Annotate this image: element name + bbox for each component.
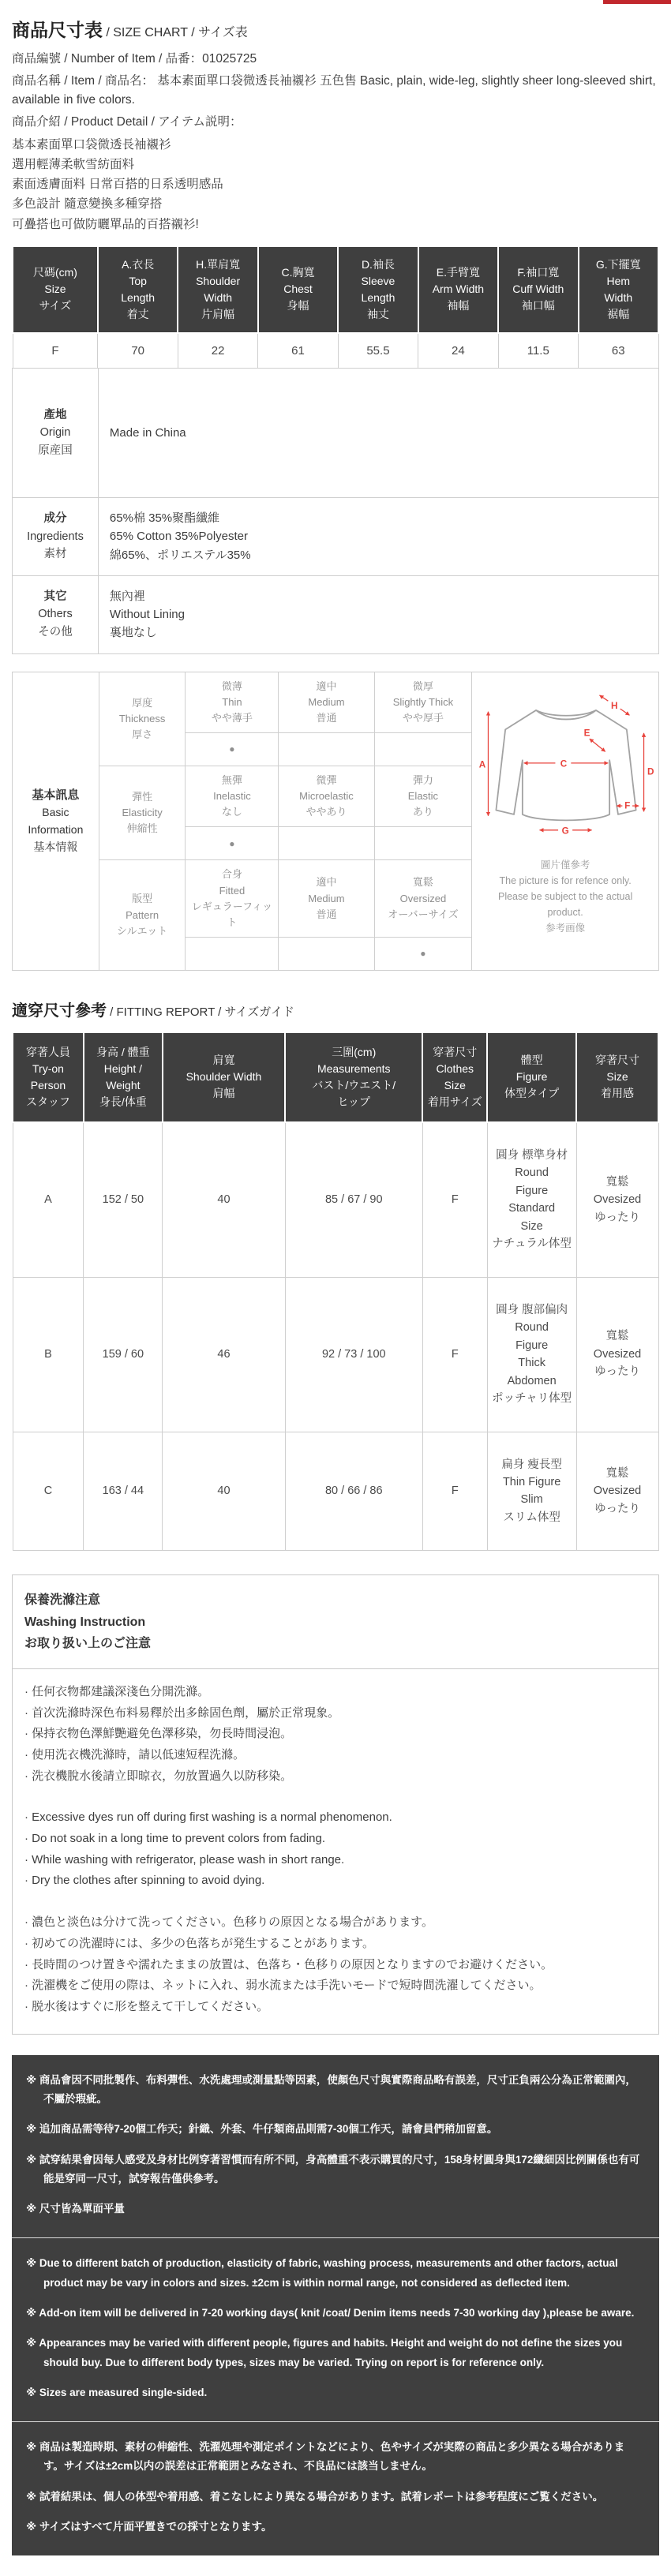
garment-diagram-cell xyxy=(472,672,659,970)
washing-note: · Excessive dyes run off during first washing is a normal phenomenon. xyxy=(24,1810,392,1825)
fitting-report-title-suffix: / FITTING REPORT / サイズガイド xyxy=(110,1005,294,1019)
item-name-line: 商品名稱 / Item / 商品名： 基本素面單口袋微透長袖襯衫 五色售 Basic, plain, wide-leg, slightly sheer long-sleeved shirt, available in five colors. xyxy=(12,74,656,107)
washing-note: · 首次洗滌時深色布料易釋於出多餘固色劑，屬於正常現象。 xyxy=(24,1705,340,1720)
fitting-header: 三圍(cm) Measurements バスト/ウエスト/ ヒップ xyxy=(285,1032,422,1122)
size-feel: 寬鬆 Ovesized ゆったり xyxy=(576,1277,658,1432)
thickness-dot-empty xyxy=(279,732,374,766)
dim-label-D: D xyxy=(647,766,654,777)
pattern-option-oversized: 寬鬆 Oversized オーバーサイズ xyxy=(374,860,472,938)
size-chart-header: A.衣長 Top Length 着丈 xyxy=(98,246,178,333)
others-label xyxy=(13,575,99,653)
measurements: 85 / 67 / 90 xyxy=(285,1122,422,1277)
others-row xyxy=(13,575,659,653)
dim-label-F: F xyxy=(624,800,631,811)
size-chart-header: 尺碼(cm) Size サイズ xyxy=(13,246,98,333)
elasticity-option-elastic: 彈力 Elastic あり xyxy=(374,766,472,826)
thickness-attr-label: 厚度 Thickness 厚さ xyxy=(99,672,186,766)
figure-type: 扁身 瘦長型 Thin Figure Slim スリム体型 xyxy=(487,1432,576,1551)
disclaimer-box xyxy=(12,2055,659,2556)
dim-label-A: A xyxy=(478,758,486,769)
fitting-header: 體型 Figure 体型タイプ xyxy=(487,1032,576,1122)
basic-info-table xyxy=(12,672,659,971)
clothes-size: F xyxy=(422,1277,487,1432)
fitting-report-title-zh: 適穿尺寸參考 xyxy=(12,1002,107,1020)
measure-value: 61 xyxy=(258,333,338,369)
fitting-header: 肩寬 Shoulder Width 肩幅 xyxy=(163,1032,285,1122)
size-chart-header-row xyxy=(13,246,658,333)
thickness-option-thin: 微薄 Thin やや薄手 xyxy=(186,672,279,732)
pattern-dot-empty xyxy=(186,937,279,970)
height-weight: 163 / 44 xyxy=(84,1432,163,1551)
fitting-row-B xyxy=(13,1277,658,1432)
pattern-option-medium: 適中 Medium 普通 xyxy=(279,860,374,938)
size-chart-header: H.單肩寬 Shoulder Width 片肩幅 xyxy=(178,246,257,333)
fitting-header: 穿著尺寸 Clothes Size 着用サイズ xyxy=(422,1032,487,1122)
washing-note: · 長時間のつけ置きや濡れたままの放置は、色落ち・色移りの原因となりますのでお避けください。 xyxy=(24,1957,553,1971)
size-chart-header: D.袖長 Sleeve Length 袖丈 xyxy=(338,246,418,333)
figure-type: 圓身 腹部偏肉 Round Figure Thick Abdomen ポッチャリ体型 xyxy=(487,1277,576,1432)
dim-label-C: C xyxy=(560,758,568,769)
thickness-option-thick: 微厚 Slightly Thick やや厚手 xyxy=(374,672,472,732)
elasticity-option-microelastic: 微彈 Microelastic ややあり xyxy=(279,766,374,826)
dim-label-E: E xyxy=(583,727,590,738)
origin-label xyxy=(13,368,99,497)
shoulder-width: 40 xyxy=(163,1432,285,1551)
disclaimer-ja xyxy=(12,2422,659,2555)
washing-note: · Dry the clothes after spinning to avoid dying. xyxy=(24,1874,265,1888)
size-chart-header: G.下擺寬 Hem Width 裾幅 xyxy=(579,246,659,333)
basic-info-group-rest: Basic Information 基本情報 xyxy=(28,806,84,853)
product-detail-label: 商品介紹 / Product Detail / アイテム説明： xyxy=(12,115,242,129)
detail-line: 可疊搭也可做防曬單品的百搭襯衫! xyxy=(12,217,199,231)
try-on-person: B xyxy=(13,1277,84,1432)
size-chart-table xyxy=(12,245,659,369)
try-on-person: C xyxy=(13,1432,84,1551)
measurements: 92 / 73 / 100 xyxy=(285,1277,422,1432)
washing-note: · 初めての洗濯時には、多少の色落ちが発生することがあります。 xyxy=(24,1936,374,1950)
ingredients-label-rest: Ingredients 素材 xyxy=(27,530,84,561)
size-feel: 寬鬆 Ovesized ゆったり xyxy=(576,1122,658,1277)
washing-instruction-title: 保養洗滌注意 Washing Instruction お取り扱い上のご注意 xyxy=(13,1575,658,1669)
disclaimer-note: ※ Appearances may be varied with different people, figures and habits. Height and weight do not define the sizes you should buy. Due to different body types, sizes may be varied. Trying on report is for reference only. xyxy=(26,2337,623,2368)
origin-label-rest: Origin 原産国 xyxy=(38,426,73,457)
others-value: 無內裡 Without Lining 裏地なし xyxy=(98,575,658,653)
fitting-header-row xyxy=(13,1032,658,1122)
pattern-attr-label: 版型 Pattern シルエット xyxy=(99,860,186,971)
dim-label-G: G xyxy=(561,825,569,836)
size-chart-header: F.袖口寬 Cuff Width 袖口幅 xyxy=(498,246,578,333)
clothes-size: F xyxy=(422,1122,487,1277)
pattern-dot-empty xyxy=(279,937,374,970)
washing-notes-zh xyxy=(24,1682,647,1787)
disclaimer-note: ※ サイズはすべて片面平置きでの採寸となります。 xyxy=(26,2521,272,2533)
ingredients-value: 65%棉 35%聚酯纖維 65% Cotton 35%Polyester 綿65%、ポリエステル35% xyxy=(98,498,658,576)
washing-note: · 保持衣物色澤鮮艷避免色澤移染，勿長時間浸泡。 xyxy=(24,1727,293,1741)
elasticity-dot-empty xyxy=(374,827,472,860)
elasticity-selected-dot: ● xyxy=(186,827,279,860)
disclaimer-note: ※ 試着結果は、個人の体型や着用感、着こなしにより異なる場合があります。試着レポートは参考程度にご覧ください。 xyxy=(26,2490,604,2503)
garment-measure-diagram xyxy=(477,683,655,848)
measure-value: 63 xyxy=(579,333,659,369)
measure-value: 24 xyxy=(418,333,498,369)
washing-note: · 洗衣機脫水後請立即晾衣，勿放置過久以防移染。 xyxy=(24,1769,293,1783)
ingredients-row xyxy=(13,498,659,576)
ingredients-label xyxy=(13,498,99,576)
detail-line: 素面透膚面料 日常百搭的日系透明感品 xyxy=(12,178,223,192)
elasticity-attr-label: 彈性 Elasticity 伸縮性 xyxy=(99,766,186,859)
size-chart-header: C.胸寬 Chest 身幅 xyxy=(258,246,338,333)
washing-note: · 洗濯機をご使用の際は、ネットに入れ、弱水流または手洗いモードで短時間洗濯してください。 xyxy=(24,1979,542,1993)
shirt-collar xyxy=(536,710,596,715)
washing-instruction-body xyxy=(13,1669,658,2034)
basic-info-group-label xyxy=(13,672,99,970)
item-number-line: 商品編號 / Number of Item / 品番：01025725 xyxy=(12,52,257,66)
measurements: 80 / 66 / 86 xyxy=(285,1432,422,1551)
washing-notes-en xyxy=(24,1807,647,1892)
origin-value: Made in China xyxy=(98,368,658,497)
measure-value: 11.5 xyxy=(498,333,578,369)
others-label-zh: 其它 xyxy=(43,590,67,603)
shoulder-width: 40 xyxy=(163,1122,285,1277)
size-value: F xyxy=(13,333,98,369)
diagram-caption: 圖片僅參考 The picture is for refence only. Please be subject to the actual product. 参考画像 xyxy=(497,859,633,934)
disclaimer-note: ※ Add-on item will be delivered in 7-20 working days( knit /coat/ Denim items needs 7-30 working day ),please be aware. xyxy=(26,2306,635,2319)
fitting-header: 穿著尺寸 Size 着用感 xyxy=(576,1032,658,1122)
washing-instruction-box xyxy=(12,1574,659,2034)
fitting-row-C xyxy=(13,1432,658,1551)
elasticity-option-inelastic: 無彈 Inelastic なし xyxy=(186,766,279,826)
washing-note: · 濃色と淡色は分けて洗ってください。色移りの原因となる場合があります。 xyxy=(24,1915,433,1930)
origin-label-zh: 產地 xyxy=(43,408,67,421)
disclaimer-note: ※ Sizes are measured single-sided. xyxy=(26,2386,208,2398)
thickness-selected-dot: ● xyxy=(186,732,279,766)
page-title xyxy=(12,16,659,42)
washing-note: · While washing with refrigerator, please wash in short range. xyxy=(24,1852,345,1866)
others-label-rest: Others その他 xyxy=(38,608,73,638)
product-detail-lines xyxy=(12,135,659,234)
shoulder-width: 46 xyxy=(163,1277,285,1432)
fitting-row-A xyxy=(13,1122,658,1277)
disclaimer-note: ※ 追加商品需等待7-20個工作天；針織、外套、牛仔類商品則需7-30個工作天，請會員們稍加留意。 xyxy=(26,2123,498,2136)
figure-type: 圓身 標準身材 Round Figure Standard Size ナチュラル体型 xyxy=(487,1122,576,1277)
clothes-size: F xyxy=(422,1432,487,1551)
basic-info-group-zh: 基本訊息 xyxy=(32,788,80,803)
dim-line-H-right xyxy=(620,709,630,715)
disclaimer-en xyxy=(12,2238,659,2422)
origin-row xyxy=(13,368,659,497)
disclaimer-zh xyxy=(12,2055,659,2239)
height-weight: 152 / 50 xyxy=(84,1122,163,1277)
fitting-header: 穿著人員 Try-on Person スタッフ xyxy=(13,1032,84,1122)
ingredients-label-zh: 成分 xyxy=(43,512,67,526)
disclaimer-note: ※ 商品は製造時期、素材の伸縮性、洗濯処理や測定ポイントなどにより、色やサイズが実際の商品と多少異なる場合があります。サイズは±2cm以内の誤差は正常範囲とみなされ、不良品には該当しません。 xyxy=(26,2441,625,2473)
disclaimer-note: ※ 尺寸皆為單面平量 xyxy=(26,2203,125,2215)
disclaimer-note: ※ 商品會因不同批製作、布料彈性、水洗處理或測量點等因素，使顏色尺寸與實際商品略有誤差，尺寸正負兩公分為正常範圍內，不屬於瑕疵。 xyxy=(26,2073,636,2105)
washing-note: · Do not soak in a long time to prevent colors from fading. xyxy=(24,1832,326,1846)
washing-notes-ja xyxy=(24,1912,647,2017)
detail-line: 多色設計 隨意變換多種穿搭 xyxy=(12,197,163,212)
pattern-option-fitted: 合身 Fitted レギュラーフィット xyxy=(186,860,279,938)
fitting-header: 身高 / 體重 Height / Weight 身長/体重 xyxy=(84,1032,163,1122)
pattern-selected-dot: ● xyxy=(374,937,472,970)
washing-note: · 脱水後はすぐに形を整えて干してください。 xyxy=(24,1999,269,2013)
fitting-report-table xyxy=(12,1032,659,1552)
size-chart-data-row xyxy=(13,333,658,369)
disclaimer-note: ※ Due to different batch of production, elasticity of fabric, washing process, measurements and other factors, actual product may be vary in colors and sizes. ±2cm is within normal range, not considered as deflected item. xyxy=(26,2257,618,2289)
height-weight: 159 / 60 xyxy=(84,1277,163,1432)
measure-value: 55.5 xyxy=(338,333,418,369)
page-title-suffix: / SIZE CHART / サイズ表 xyxy=(106,26,248,39)
try-on-person: A xyxy=(13,1122,84,1277)
washing-note: · 任何衣物都建議深淺色分開洗滌。 xyxy=(24,1684,210,1698)
detail-line: 選用輕薄柔軟雪紡面料 xyxy=(12,158,135,172)
washing-note: · 使用洗衣機洗滌時，請以低速短程洗滌。 xyxy=(24,1748,246,1762)
fitting-report-title xyxy=(12,998,659,1020)
thickness-option-medium: 適中 Medium 普通 xyxy=(279,672,374,732)
dim-label-H: H xyxy=(611,700,618,711)
top-red-bar xyxy=(603,0,671,4)
measure-value: 70 xyxy=(98,333,178,369)
detail-line: 基本素面單口袋微透長袖襯衫 xyxy=(12,138,171,152)
measure-value: 22 xyxy=(178,333,257,369)
page-title-zh: 商品尺寸表 xyxy=(12,20,103,40)
dim-line-H-left xyxy=(600,695,609,700)
size-chart-header: E.手臂寬 Arm Width 袖幅 xyxy=(418,246,498,333)
elasticity-dot-empty xyxy=(279,827,374,860)
thickness-dot-empty xyxy=(374,732,472,766)
product-info-table xyxy=(12,368,659,654)
size-feel: 寬鬆 Ovesized ゆったり xyxy=(576,1432,658,1551)
disclaimer-note: ※ 試穿結果會因每人感受及身材比例穿著習慣而有所不同，身高體重不表示購買的尺寸，158身材圓身與172纖細因比例關係也有可能是穿同一尺寸，試穿報告僅供參考。 xyxy=(26,2153,640,2185)
